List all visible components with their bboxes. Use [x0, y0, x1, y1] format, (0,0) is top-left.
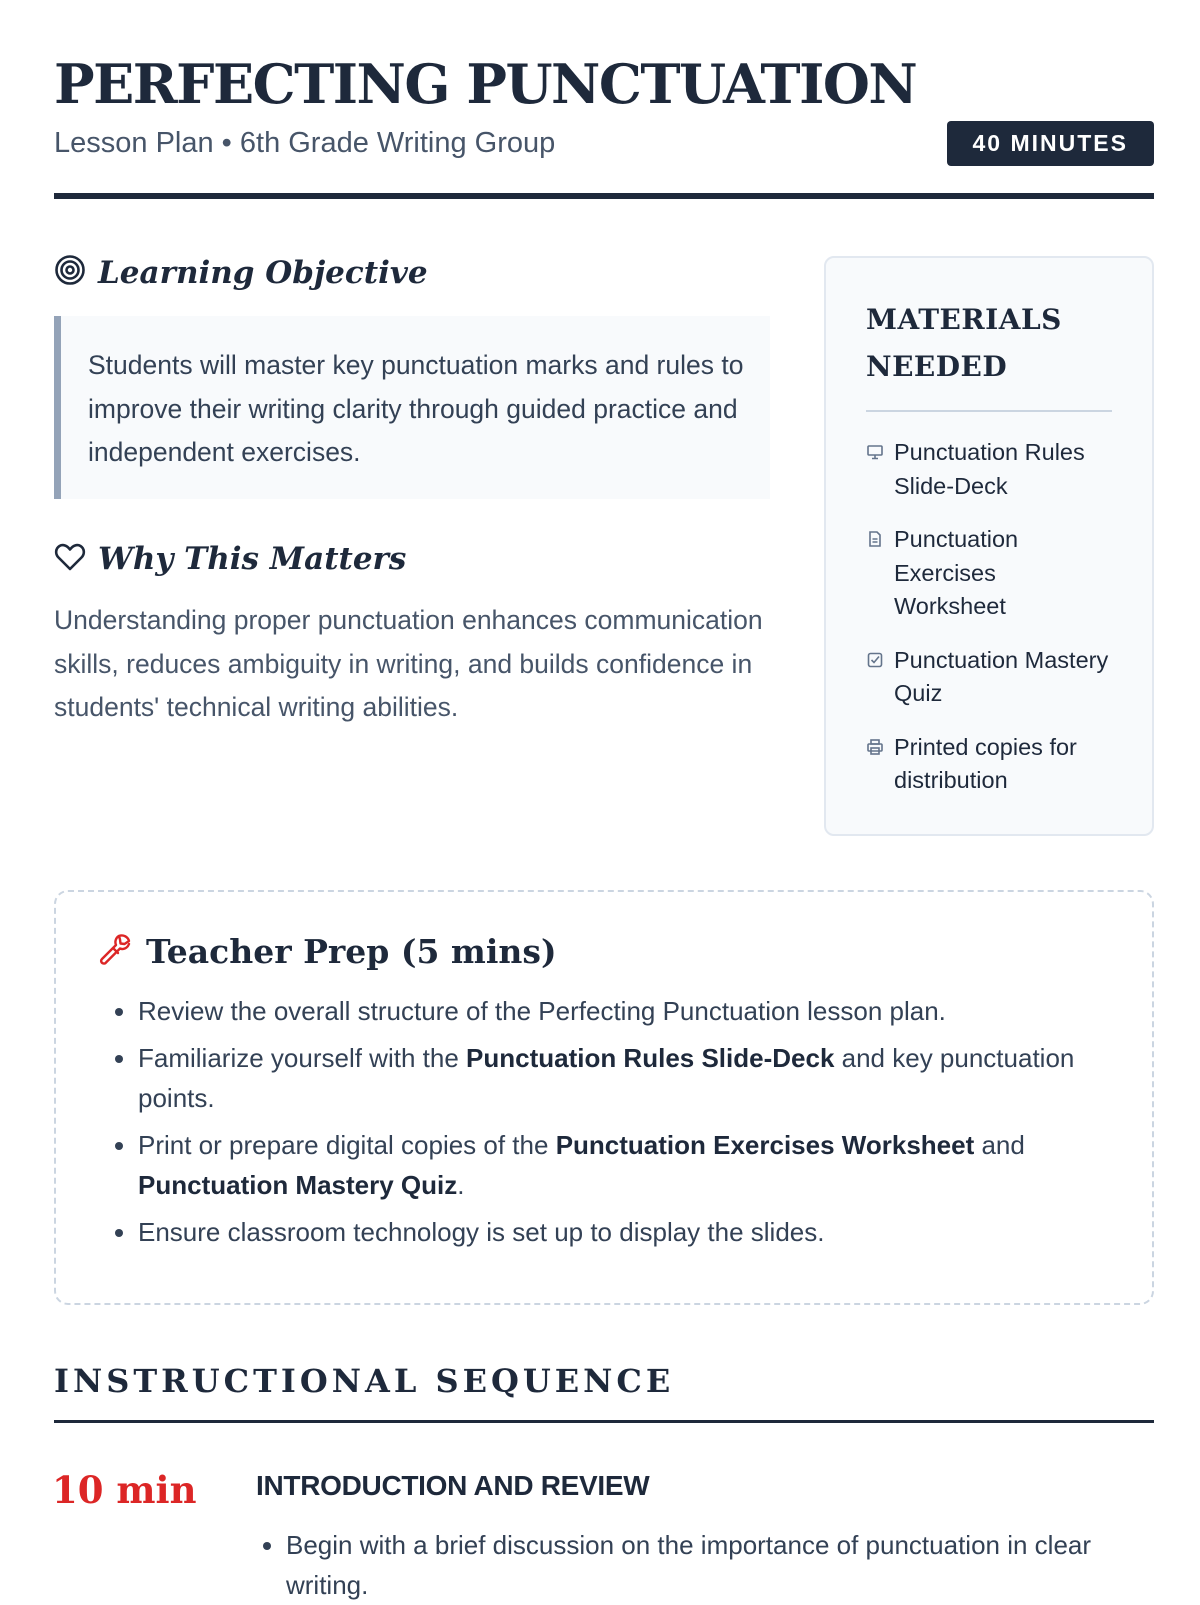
duration-badge: 40 MINUTES — [947, 121, 1154, 166]
header-divider — [54, 193, 1154, 199]
prep-item-text: Familiarize yourself with the — [138, 1043, 466, 1073]
prep-item-emphasis: Punctuation Rules Slide-Deck — [466, 1043, 835, 1073]
materials-item — [866, 436, 1112, 503]
prep-item-emphasis: Punctuation Exercises Worksheet — [555, 1130, 975, 1160]
prep-item-text: . — [457, 1170, 465, 1200]
list-item — [138, 1038, 1112, 1118]
teacher-prep-heading-row — [98, 932, 1112, 971]
prep-item-text: and — [974, 1130, 1025, 1160]
list-item — [138, 1212, 1112, 1252]
presentation-icon — [866, 436, 884, 503]
target-icon — [54, 254, 86, 291]
materials-divider — [866, 410, 1112, 412]
prep-item-emphasis: Punctuation Mastery Quiz — [138, 1170, 458, 1200]
materials-item-label: Punctuation Rules Slide-Deck — [894, 439, 1085, 499]
checkbox-icon — [866, 644, 884, 711]
materials-item-label: Printed copies for distribution — [894, 733, 1077, 793]
materials-item-label: Punctuation Exercises Worksheet — [894, 526, 1019, 619]
objective-heading: Learning Objective — [98, 254, 428, 291]
materials-heading: MATERIALS NEEDED — [866, 303, 1062, 383]
teacher-prep-list — [98, 991, 1112, 1252]
teacher-prep-heading: Teacher Prep (5 mins) — [146, 932, 557, 971]
materials-item-label: Punctuation Mastery Quiz — [894, 646, 1109, 706]
materials-item — [866, 644, 1112, 711]
wrench-icon — [98, 932, 132, 971]
materials-item — [866, 731, 1112, 798]
step-title: INTRODUCTION AND REVIEW — [256, 1470, 650, 1501]
materials-list — [866, 436, 1112, 798]
objective-heading-row — [54, 254, 428, 291]
prep-item-text: Print or prepare digital copies of the — [138, 1130, 556, 1160]
list-item — [138, 991, 1112, 1031]
page-title: PERFECTING PUNCTUATION — [54, 52, 917, 116]
page-subtitle: Lesson Plan • 6th Grade Writing Group — [54, 127, 556, 159]
objective-text: Students will master key punctuation marks and rules to improve their writing clarity through guided practice and independent exercises. — [54, 316, 770, 499]
prep-item-text: Review the overall structure of the Perfecting Punctuation lesson plan. — [138, 996, 946, 1026]
step-points-list — [256, 1525, 1176, 1605]
step-duration: 10 min — [52, 1468, 197, 1512]
teacher-prep-card — [54, 890, 1154, 1305]
prep-item-text: Ensure classroom technology is set up to display the slides. — [138, 1217, 825, 1247]
why-heading-row — [54, 541, 406, 577]
prep-item-text: and key punctuation points. — [138, 1043, 1075, 1113]
document-icon — [866, 523, 884, 624]
printer-icon — [866, 731, 884, 798]
heart-icon — [54, 542, 86, 577]
sequence-divider — [54, 1420, 1154, 1423]
list-item — [138, 1125, 1112, 1205]
materials-item — [866, 523, 1112, 624]
why-heading: Why This Matters — [98, 541, 407, 577]
sequence-heading: INSTRUCTIONAL SEQUENCE — [54, 1362, 675, 1400]
materials-card — [824, 256, 1154, 836]
why-text: Understanding proper punctuation enhances communication skills, reduces ambiguity in writing, and builds confidence in students' technical writing abilities. — [54, 605, 763, 722]
list-item: • Begin with a brief discussion on the importance of punctuation in clear writing. — [286, 1525, 1176, 1605]
